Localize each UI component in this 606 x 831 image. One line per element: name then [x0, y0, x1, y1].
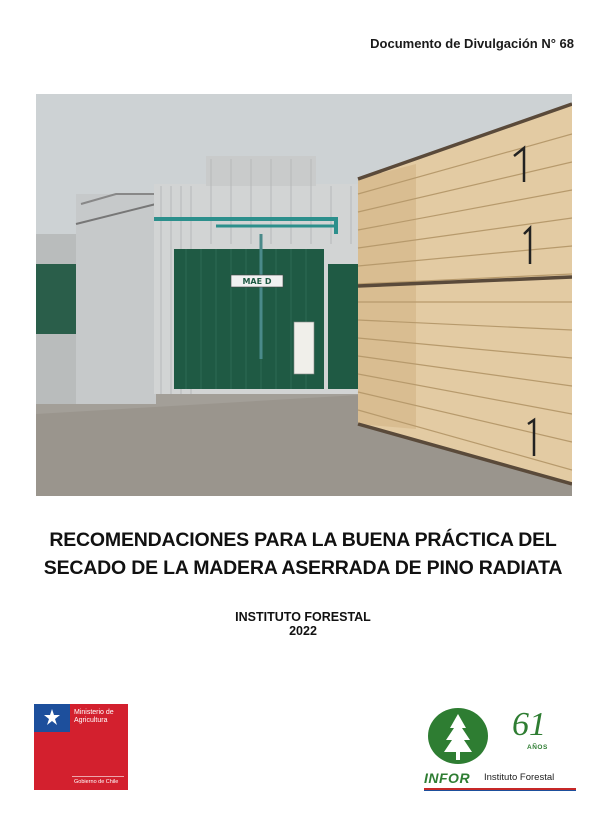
lumber-kiln-photo	[36, 94, 572, 496]
publication-year: 2022	[289, 624, 317, 638]
anniversary-label: AÑOS	[527, 744, 548, 751]
title-line-2: SECADO DE LA MADERA ASERRADA DE PINO RADIATA	[43, 557, 563, 579]
ministry-name-line-1: Ministerio de	[74, 709, 114, 716]
ministry-logo	[34, 704, 128, 790]
government-label: Gobierno de Chile	[74, 779, 119, 785]
publisher-block	[0, 610, 606, 638]
infor-name: Instituto Forestal	[484, 772, 555, 783]
flag-red-block	[34, 732, 70, 790]
tree-emblem-icon	[426, 706, 490, 766]
ministry-divider	[72, 776, 124, 777]
document-title	[20, 526, 586, 582]
cover-photo	[36, 94, 572, 496]
publisher-name: INSTITUTO FORESTAL	[235, 610, 371, 624]
kiln-sign-text: MAE D	[242, 277, 272, 286]
infor-acronym: INFOR	[424, 770, 471, 786]
infor-logo	[424, 704, 576, 790]
ministry-name	[74, 709, 128, 725]
infor-blue-rule	[424, 790, 576, 791]
document-number: Documento de Divulgación N° 68	[370, 36, 574, 51]
ministry-name-line-2: Agricultura	[74, 717, 108, 724]
title-line-1: RECOMENDACIONES PARA LA BUENA PRÁCTICA DEL	[49, 529, 557, 551]
coat-of-arms-icon	[40, 707, 64, 729]
anniversary-number: 61	[512, 706, 546, 743]
